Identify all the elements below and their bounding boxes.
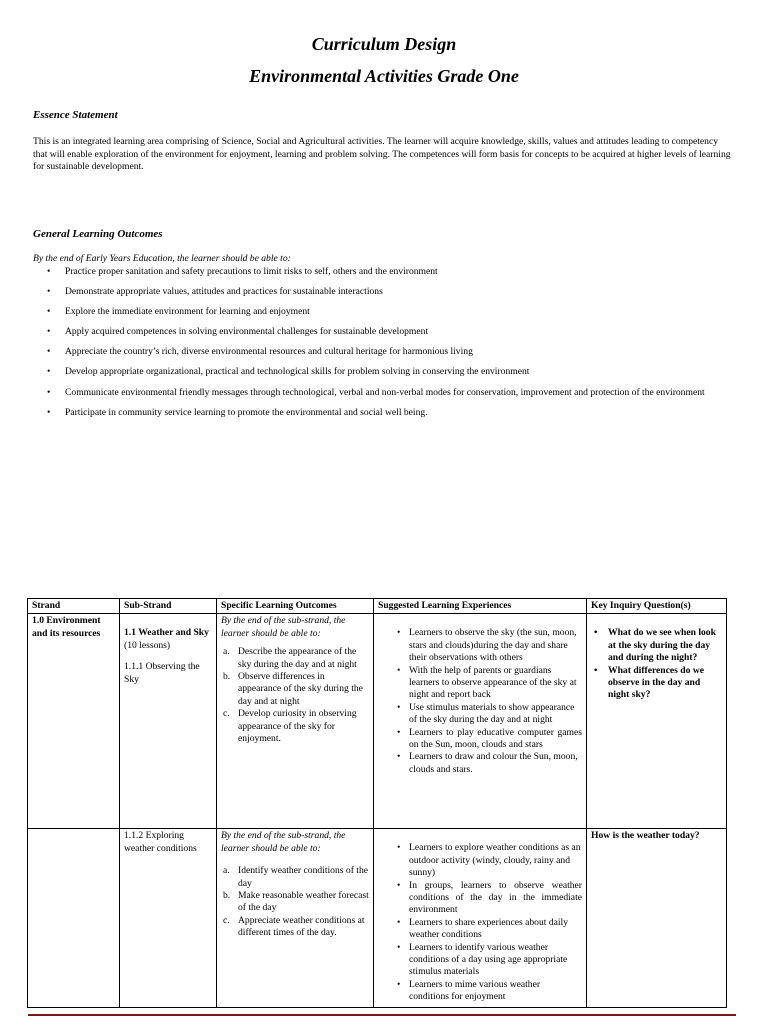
header-strand: Strand <box>28 599 120 614</box>
questions-cell <box>587 829 727 1008</box>
item-marker: a. <box>223 865 230 877</box>
outcomes-cell <box>217 614 374 829</box>
list-item: • In groups, learners to observe weather conditions of the day in the immediate environment <box>378 880 582 917</box>
item-text: Make reasonable weather forecast of the day <box>238 890 369 914</box>
document-subtitle: Environmental Activities Grade One <box>249 66 519 86</box>
item-marker: b. <box>223 890 231 902</box>
outcomes-intro: By the end of the sub-strand, the learner should be able to: <box>221 830 346 854</box>
header-learning-experiences: Suggested Learning Experiences <box>374 599 587 614</box>
item-text: Appreciate weather conditions at different times of the day. <box>238 914 365 939</box>
list-item <box>221 915 369 940</box>
item-marker: c. <box>223 708 230 720</box>
sub-strand-lessons: (10 lessons) <box>124 639 171 651</box>
strand-name: 1.0 Environment and its resources <box>32 615 101 639</box>
list-item: • Learners to mime various weather conditions for enjoyment <box>378 979 582 1004</box>
table-header-row <box>28 599 727 614</box>
list-item: • Develop appropriate organizational, practical and technological skills for problem solving in conserving the environment <box>33 366 723 379</box>
outcomes-list <box>221 865 369 939</box>
list-item: • Learners to share experiences about daily weather conditions <box>378 917 582 942</box>
list-item: • What differences do we observe in the day and night sky? <box>591 665 722 702</box>
outcomes-intro: By the end of the sub-strand, the learner should be able to: <box>221 615 346 639</box>
list-item: • Learners to identify various weather conditions of a day using age appropriate stimulus materials <box>378 942 582 979</box>
header-specific-outcomes: Specific Learning Outcomes <box>217 599 374 614</box>
experiences-list <box>378 627 582 776</box>
list-item: • Explore the immediate environment for learning and enjoyment <box>33 306 723 319</box>
list-item <box>221 671 369 708</box>
general-outcomes-heading: General Learning Outcomes <box>33 228 163 240</box>
outcomes-cell <box>217 829 374 1008</box>
list-item <box>221 646 369 671</box>
general-outcomes-intro: By the end of Early Years Education, the learner should be able to: <box>33 253 291 264</box>
header-sub-strand: Sub-Strand <box>120 599 217 614</box>
list-item: • Learners to observe the sky (the sun, moon, stars and clouds)during the day and share their observations with others <box>378 627 582 664</box>
list-item: • Demonstrate appropriate values, attitudes and practices for sustainable interactions <box>33 286 723 299</box>
sub-strand-topic: 1.1.2 Exploring weather conditions <box>124 830 197 854</box>
item-marker: a. <box>223 646 230 658</box>
item-text: Identify weather conditions of the day <box>238 865 369 889</box>
list-item: • Appreciate the country’s rich, diverse environmental resources and cultural heritage for harmonious living <box>33 346 723 359</box>
list-item: • Practice proper sanitation and safety precautions to limit risks to self, others and the environment <box>33 266 723 279</box>
footer-divider <box>28 1014 736 1016</box>
questions-cell <box>587 614 727 829</box>
list-item: • Participate in community service learning to promote the environmental and social well being. <box>33 407 723 420</box>
general-outcomes-list <box>33 266 723 427</box>
experiences-list <box>378 842 582 1003</box>
essence-text: This is an integrated learning area comprising of Science, Social and Agricultural activities. The learner will acquire knowledge, skills, values and attitudes leading to competency that will enable exploration of the environment for enjoyment, learning and problem solving. The competences will form basis for concepts to be acquired at higher levels of learning for sustainable development. <box>33 136 731 173</box>
list-item: • Communicate environmental friendly messages through technological, verbal and non-verbal modes for conservation, improvement and protection of the environment <box>33 387 723 400</box>
strand-cell <box>28 829 120 1008</box>
item-marker: b. <box>223 671 231 683</box>
list-item: • What do we see when look at the sky during the day and during the night? <box>591 627 722 664</box>
list-item: • Use stimulus materials to show appearance of the sky during the day and at night <box>378 702 582 727</box>
essence-heading: Essence Statement <box>33 109 118 121</box>
list-item <box>221 708 369 745</box>
table-row <box>28 829 727 1008</box>
sub-strand-title: 1.1 Weather and Sky <box>124 627 209 639</box>
list-item: • Learners to explore weather conditions as an outdoor activity (windy, cloudy, rainy and sunny) <box>378 842 582 879</box>
list-item: • Apply acquired competences in solving environmental challenges for sustainable development <box>33 326 723 339</box>
questions-list <box>591 627 722 701</box>
list-item: • Learners to play educative computer games on the Sun, moon, clouds and stars <box>378 727 582 752</box>
sub-strand-cell <box>120 829 217 1008</box>
item-text: Observe differences in appearance of the sky during the day and at night <box>238 671 363 707</box>
list-item: • With the help of parents or guardians learners to observe appearance of the sky at night and report back <box>378 665 582 702</box>
header-inquiry-questions: Key Inquiry Question(s) <box>587 599 727 614</box>
item-marker: c. <box>223 914 230 926</box>
experiences-cell <box>374 829 587 1008</box>
inquiry-question: How is the weather today? <box>591 830 700 842</box>
strand-cell <box>28 614 120 829</box>
list-item <box>221 890 369 915</box>
item-text: Describe the appearance of the sky during the day and at night <box>238 646 357 670</box>
curriculum-table <box>27 598 727 1008</box>
document-title: Curriculum Design <box>311 34 457 54</box>
list-item <box>221 865 369 890</box>
outcomes-list <box>221 646 369 745</box>
sub-strand-cell <box>120 614 217 829</box>
table-row <box>28 614 727 829</box>
experiences-cell <box>374 614 587 829</box>
item-text: Develop curiosity in observing appearance of the sky for enjoyment. <box>238 708 357 745</box>
sub-strand-topic: 1.1.1 Observing the Sky <box>124 661 200 685</box>
list-item: • Learners to draw and colour the Sun, moon, clouds and stars. <box>378 751 582 776</box>
